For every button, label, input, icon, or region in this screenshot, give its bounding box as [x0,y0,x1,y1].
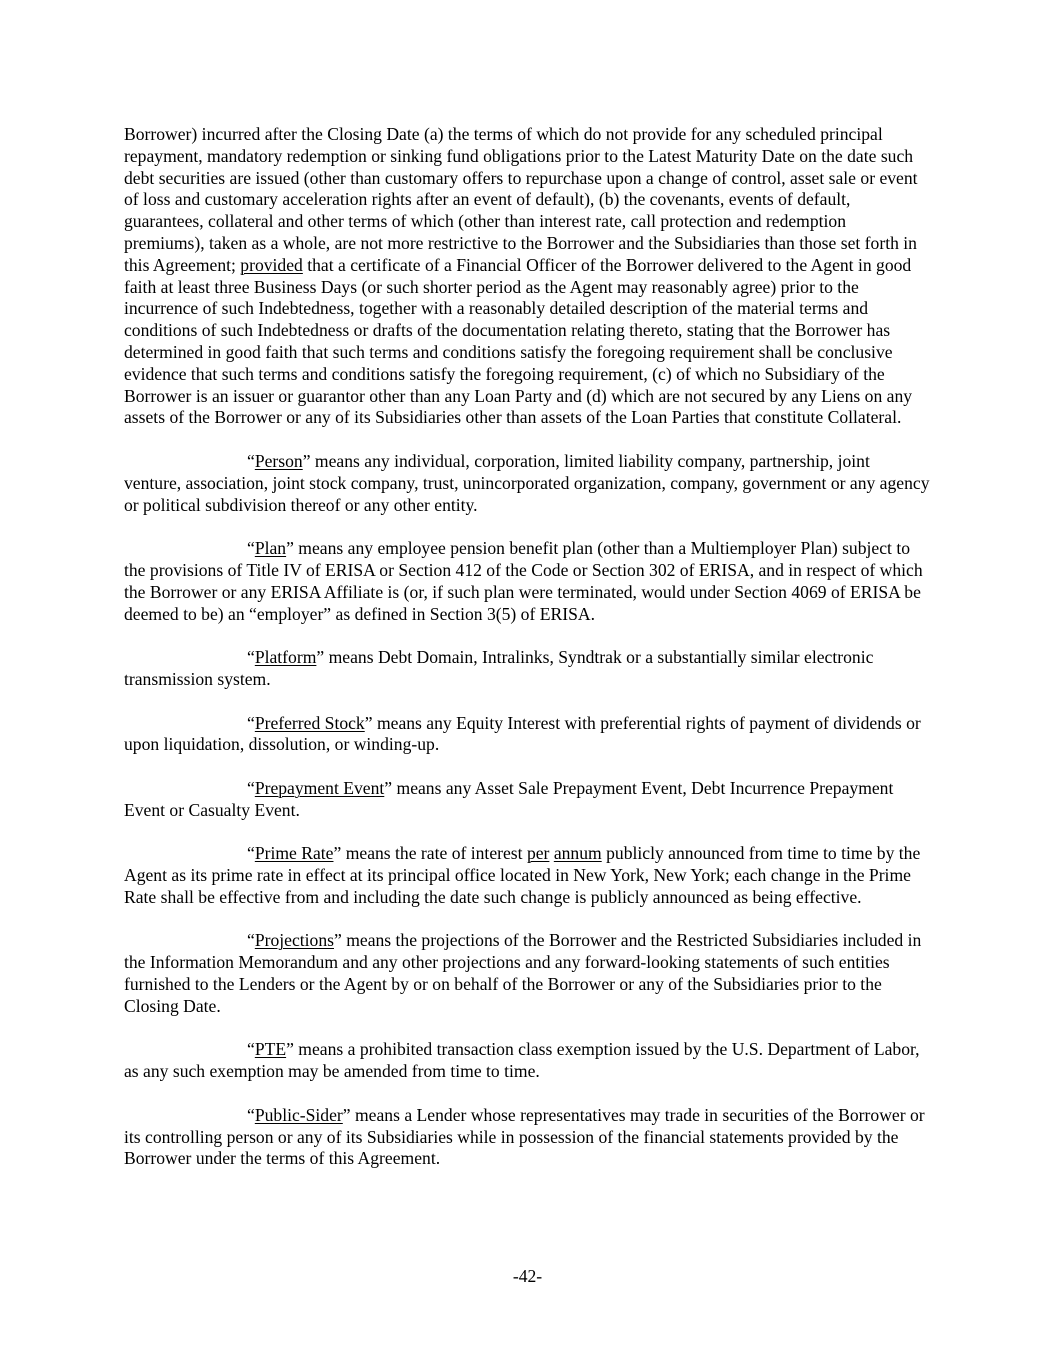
definition-body: means any Asset Sale Prepayment Event, Debt Incurrence Prepayment Event or Casualty Event. [124,777,894,820]
defined-term: Public-Sider [254,1104,343,1125]
definition-body: means any employee pension benefit plan (other than a Multiemployer Plan) subject to the provisions of Title IV of ERISA or Section 412 of the Code or Section 302 of ERISA, and in respect of which the Borrower or any ERISA Affiliate is (or, if such plan were terminated, would under Section 4069 of ERISA be deemed to be) an “employer” as defined in Section 3(5) of ERISA. [124,538,923,624]
definition-person: “Person” means any individual, corporation, limited liability company, partnership, joint venture, association, joint stock company, trust, unincorporated organization, company, government or any agency or political subdivision thereof or any other entity. [124,450,930,515]
continuation-text-2: that a certificate of a Financial Officer of the Borrower delivered to the Agent in good faith at least three Business Days (or such shorter period as the Agent may reasonably agree) prior to the incurrence of such Indebtedness, together with a reasonably detailed description of the material terms and conditions of such Indebtedness or drafts of the documentation relating thereto, stating that the Borrower has determined in good faith that such terms and conditions satisfy the foregoing requirement shall be conclusive evidence that such terms and conditions satisfy the foregoing requirement, (c) of which no Subsidiary of the Borrower is an issuer or guarantor other than any Loan Party and (d) which are not secured by any Liens on any assets of the Borrower or any of its Subsidiaries other than assets of the Loan Parties that constitute Collateral. [124,254,913,428]
defined-term: Preferred Stock [254,712,365,733]
definition-body: means a prohibited transaction class exemption issued by the U.S. Department of Labor, as any such exemption may be amended from time to time. [124,1039,920,1082]
definition-body: means any Equity Interest with preferential rights of payment of dividends or upon liquidation, dissolution, or winding-up. [124,712,921,755]
page-number: -42- [512,1266,543,1286]
document-page [124,124,930,1192]
per-term: per [526,843,550,864]
definition-projections: “Projections” means the projections of the Borrower and the Restricted Subsidiaries included in the Information Memorandum and any other projections and any forward-looking statements of such entities furnished to the Lenders or the Agent by or on behalf of the Borrower or any of the Subsidiaries prior to the Closing Date. [124,930,922,1016]
defined-term: Prime Rate [254,843,334,864]
defined-term: PTE [254,1039,287,1060]
definition-pte: “PTE” means a prohibited transaction class exemption issued by the U.S. Department of Labor, as any such exemption may be amended from time to time. [124,1039,920,1082]
defined-term: Platform [254,647,317,668]
definition-body: means the rate of interest [341,843,527,864]
defined-term: Prepayment Event [254,777,385,798]
defined-term: Person [254,450,303,471]
defined-term: Projections [254,930,334,951]
definition-body: means any individual, corporation, limited liability company, partnership, joint venture, association, joint stock company, trust, unincorporated organization, company, government or any agency or political subdivision thereof or any other entity. [124,450,930,515]
definition-body: means Debt Domain, Intralinks, Syndtrak or a substantially similar electronic transmission system. [124,647,874,689]
definition-platform: “Platform” means Debt Domain, Intralinks, Syndtrak or a substantially similar electronic transmission system. [124,647,874,689]
definition-prime-rate: “Prime Rate” means the rate of interest per annum publicly announced from time to time by the Agent as its prime rate in effect at its principal office located in New York, New York; each change in the Prime Rate shall be effective from and including the date such change is publicly announced as being effective. [124,843,921,907]
definition-body: publicly announced from time to time by the Agent as its prime rate in effect at its principal office located in New York, New York; each change in the Prime Rate shall be effective from and including the date such change is publicly announced as being effective. [124,843,921,907]
definition-body: means a Lender whose representatives may trade in securities of the Borrower or its controlling person or any of its Subsidiaries while in possession of the financial statements provided by the Borrower under the terms of this Agreement. [124,1104,925,1169]
definition-public-sider: “Public-Sider” means a Lender whose representatives may trade in securities of the Borrower or its controlling person or any of its Subsidiaries while in possession of the financial statements provided by the Borrower under the terms of this Agreement. [124,1104,925,1169]
defined-term: Plan [254,538,287,559]
provided-term: provided [240,254,303,275]
definition-body: means the projections of the Borrower and the Restricted Subsidiaries included in the Information Memorandum and any other projections and any forward-looking statements of such entities furnished to the Lenders or the Agent by or on behalf of the Borrower or any of the Subsidiaries prior to the Closing Date. [124,930,922,1016]
definition-prepayment-event: “Prepayment Event” means any Asset Sale Prepayment Event, Debt Incurrence Prepayment Event or Casualty Event. [124,777,894,820]
continuation-paragraph [124,124,930,429]
annum-term: annum [553,843,602,864]
continuation-text-1: Borrower) incurred after the Closing Date (a) the terms of which do not provide for any scheduled principal repayment, mandatory redemption or sinking fund obligations prior to the Latest Maturity Date on the date such debt securities are issued (other than customary offers to repurchase upon a change of control, asset sale or event of loss and customary acceleration rights after an event of default), (b) the covenants, events of default, guarantees, collateral and other terms of which (other than interest rate, call protection and redemption premiums), taken as a whole, are not more restrictive to the Borrower and the Subsidiaries than those set forth in this Agreement; [124,124,918,275]
definition-plan: “Plan” means any employee pension benefit plan (other than a Multiemployer Plan) subject to the provisions of Title IV of ERISA or Section 412 of the Code or Section 302 of ERISA, and in respect of which the Borrower or any ERISA Affiliate is (or, if such plan were terminated, would under Section 4069 of ERISA be deemed to be) an “employer” as defined in Section 3(5) of ERISA. [124,538,923,624]
definition-preferred-stock: “Preferred Stock” means any Equity Interest with preferential rights of payment of dividends or upon liquidation, dissolution, or winding-up. [124,712,921,755]
